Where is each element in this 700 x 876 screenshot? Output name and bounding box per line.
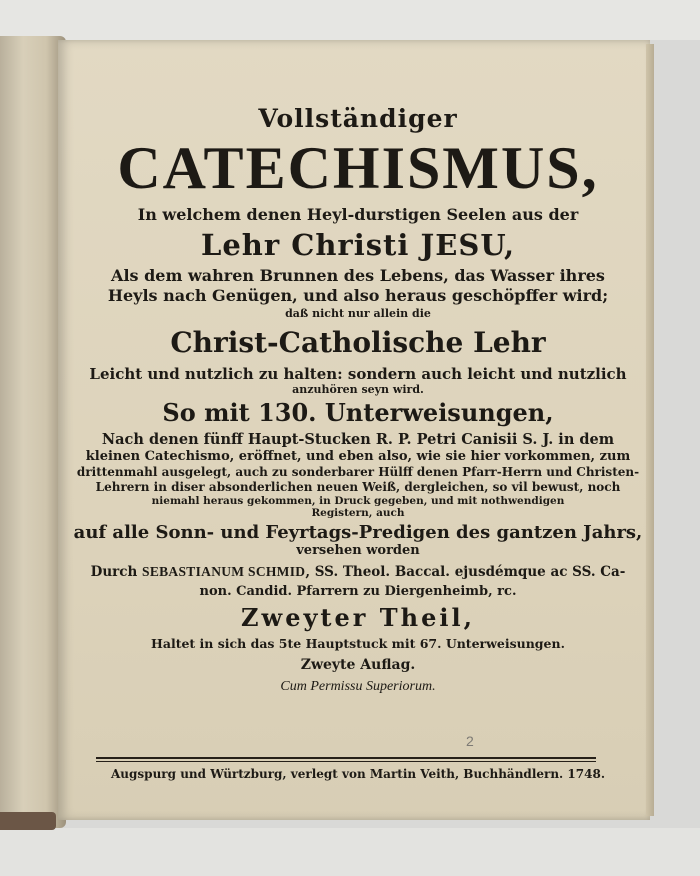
subtitle-line: Leicht und nutzlich zu halten: sondern auch leicht und nutzlich [89, 365, 627, 383]
author-line-2: non. Candid. Pfarrern zu Diergenheimb, rc. [199, 584, 517, 599]
body-line: Lehrern in diser absonderlichen neuen Weiß, dergleichen, so vil bewust, noch [95, 480, 621, 494]
body-line: Nach denen fünff Haupt-Stucken R. P. Petri Canisii S. J. in dem [101, 431, 615, 448]
author-line [72, 564, 644, 580]
subtitle-line: Als dem wahren Brunnen des Lebens, das Wasser ihres [111, 266, 605, 285]
author-name: SEBASTIANUM SCHMID [142, 564, 306, 579]
subtitle-line: anzuhören seyn wird. [292, 383, 424, 396]
subtitle-line: Heyls nach Genügen, und also heraus geschöpffer wird; [107, 286, 609, 305]
heading-zweyter-theil: Zweyter Theil, [241, 603, 475, 632]
page-edge [646, 44, 654, 816]
subtitle-line: daß nicht nur allein die [285, 307, 431, 320]
subtitle-line: In welchem denen Heyl-durstigen Seelen aus der [137, 205, 579, 224]
heading-unterweisungen: So mit 130. Unterweisungen, [162, 398, 554, 427]
contents-line: Haltet in sich das 5te Hauptstuck mit 67. Unterweisungen. [151, 636, 565, 651]
background-bottom [0, 828, 700, 876]
imprint-rule [96, 757, 596, 759]
imprint-rule-thin [96, 761, 596, 762]
body-line: drittenmahl ausgelegt, auch zu sonderbarer Hülff denen Pfarr-Herrn und Christen- [76, 465, 640, 479]
heading-predigen: auf alle Sonn- und Feyrtags-Predigen des gantzen Jahrs, [73, 522, 643, 543]
imprint-line: Augspurg und Würtzburg, verlegt von Martin Veith, Buchhändlern. 1748. [111, 767, 605, 781]
heading-lehr-christi: Lehr Christi JESU, [200, 228, 516, 262]
background-top [0, 0, 700, 40]
pencil-mark: 2 [466, 733, 474, 749]
body-line: kleinen Catechismo, eröffnet, und eben also, wie sie hier vorkommen, zum [85, 449, 631, 464]
body-line: versehen worden [296, 543, 420, 558]
heading-vollstaendiger: Vollständiger [258, 104, 458, 133]
permission-line: Cum Permissu Superiorum. [280, 679, 436, 694]
title-page-text [72, 98, 644, 695]
book-spine [0, 36, 66, 828]
edition-line: Zweyte Auflag. [300, 657, 416, 673]
heading-christ-catholische: Christ-Catholische Lehr [170, 326, 546, 359]
author-prefix: Durch [90, 564, 143, 580]
book-cover-edge [0, 812, 56, 830]
body-line: Registern, auch [311, 507, 405, 519]
heading-catechismus: CATECHISMUS, [117, 135, 599, 201]
author-titles: , SS. Theol. Baccal. ejusdémque ac SS. Ca- [305, 564, 626, 580]
body-line: niemahl heraus gekommen, in Druck gegeben, und mit nothwendigen [151, 495, 565, 507]
